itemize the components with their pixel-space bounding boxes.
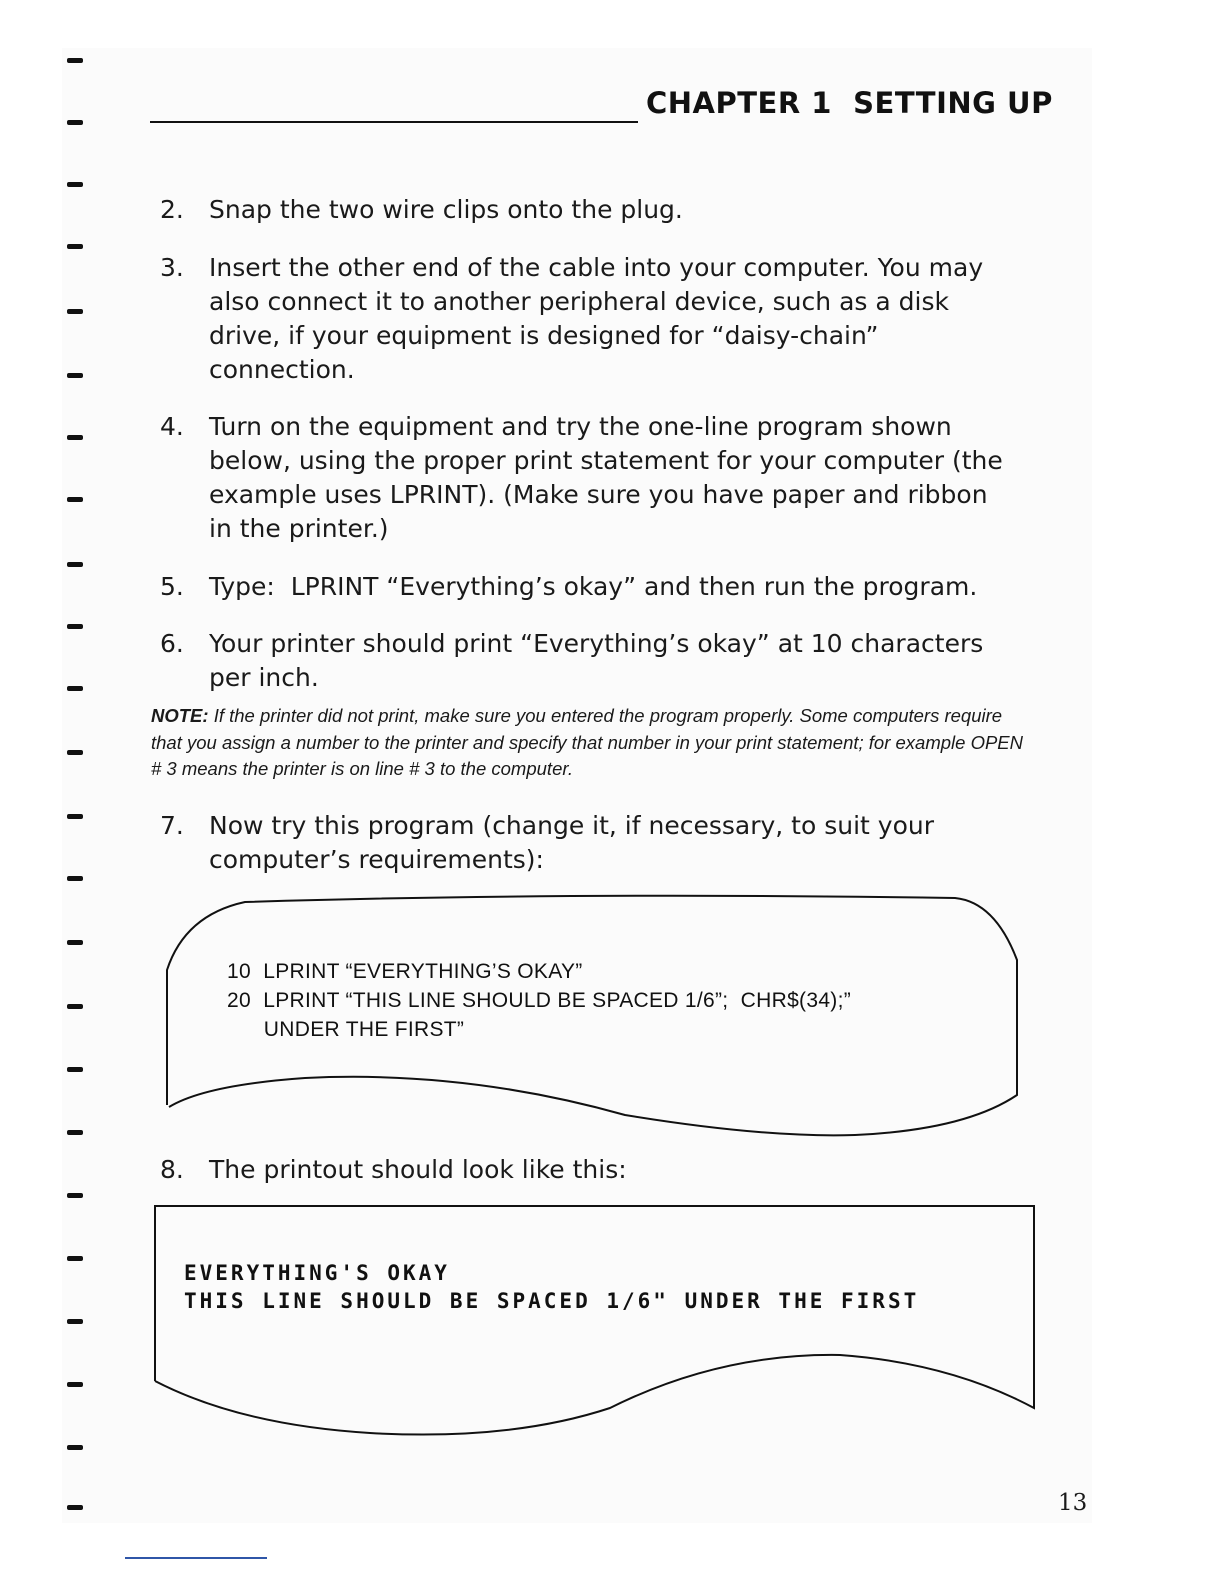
step-number: 2. bbox=[160, 195, 184, 224]
step-text: Now try this program (change it, if necessary, to suit your computer’s requirements): bbox=[209, 811, 934, 874]
printout-sample bbox=[150, 1203, 1040, 1443]
margin-mark bbox=[67, 1256, 83, 1261]
margin-mark bbox=[67, 1505, 83, 1510]
step-number: 3. bbox=[160, 253, 184, 282]
margin-mark bbox=[67, 497, 83, 502]
margin-mark bbox=[67, 435, 83, 440]
margin-mark bbox=[67, 373, 83, 378]
margin-mark bbox=[67, 182, 83, 187]
printout-box-outline bbox=[150, 1203, 1040, 1443]
margin-mark bbox=[67, 1382, 83, 1387]
margin-mark bbox=[67, 562, 83, 567]
printout-line: THIS LINE SHOULD BE SPACED 1/6" UNDER THE FIRST bbox=[184, 1289, 920, 1313]
margin-mark bbox=[67, 1445, 83, 1450]
program-box-outline bbox=[165, 890, 1025, 1140]
step-number: 7. bbox=[160, 811, 184, 840]
step-number: 5. bbox=[160, 572, 184, 601]
step-text: Your printer should print “Everything’s okay” at 10 characters per inch. bbox=[209, 629, 984, 692]
header-rule bbox=[150, 121, 638, 123]
margin-mark bbox=[67, 1130, 83, 1135]
note-text: If the printer did not print, make sure you entered the program properly. Some computers require that you assign a number to the printer and specify that number in your print statement; for example OPEN # 3 means the printer is on line # 3 to the computer. bbox=[151, 705, 1024, 779]
margin-mark bbox=[67, 120, 83, 125]
margin-mark bbox=[67, 686, 83, 691]
margin-mark bbox=[67, 814, 83, 819]
program-listing bbox=[165, 890, 1025, 1140]
program-line: 20 LPRINT “THIS LINE SHOULD BE SPACED 1/6”; CHR$(34);” bbox=[227, 989, 852, 1012]
step-number: 8. bbox=[160, 1155, 184, 1184]
margin-mark bbox=[67, 876, 83, 881]
step-text: Snap the two wire clips onto the plug. bbox=[209, 195, 683, 224]
step-number: 4. bbox=[160, 412, 184, 441]
printout-line: EVERYTHING'S OKAY bbox=[184, 1261, 450, 1285]
margin-mark bbox=[67, 309, 83, 314]
margin-mark bbox=[67, 750, 83, 755]
step-text: Turn on the equipment and try the one-line program shown below, using the proper print statement for your computer (the example uses LPRINT). (Make sure you have paper and ribbon in the printer.) bbox=[209, 412, 1003, 543]
margin-mark bbox=[67, 624, 83, 629]
step-text: The printout should look like this: bbox=[209, 1155, 627, 1184]
page-number: 13 bbox=[1058, 1490, 1088, 1516]
program-line: UNDER THE FIRST” bbox=[227, 1018, 465, 1041]
margin-mark bbox=[67, 1319, 83, 1324]
bottom-rule bbox=[125, 1557, 267, 1559]
margin-mark bbox=[67, 244, 83, 249]
chapter-title: CHAPTER 1 SETTING UP bbox=[646, 86, 1053, 120]
margin-mark bbox=[67, 58, 83, 63]
note-label: NOTE: bbox=[151, 705, 209, 726]
margin-mark bbox=[67, 1004, 83, 1009]
margin-mark bbox=[67, 940, 83, 945]
margin-mark bbox=[67, 1193, 83, 1198]
margin-mark bbox=[67, 1067, 83, 1072]
step-text: Type: LPRINT “Everything’s okay” and then run the program. bbox=[209, 572, 978, 601]
step-text: Insert the other end of the cable into your computer. You may also connect it to another peripheral device, such as a disk drive, if your equipment is designed for “daisy-chain” connection. bbox=[209, 253, 984, 384]
note-paragraph bbox=[151, 703, 1031, 783]
step-number: 6. bbox=[160, 629, 184, 658]
program-line: 10 LPRINT “EVERYTHING’S OKAY” bbox=[227, 960, 583, 983]
